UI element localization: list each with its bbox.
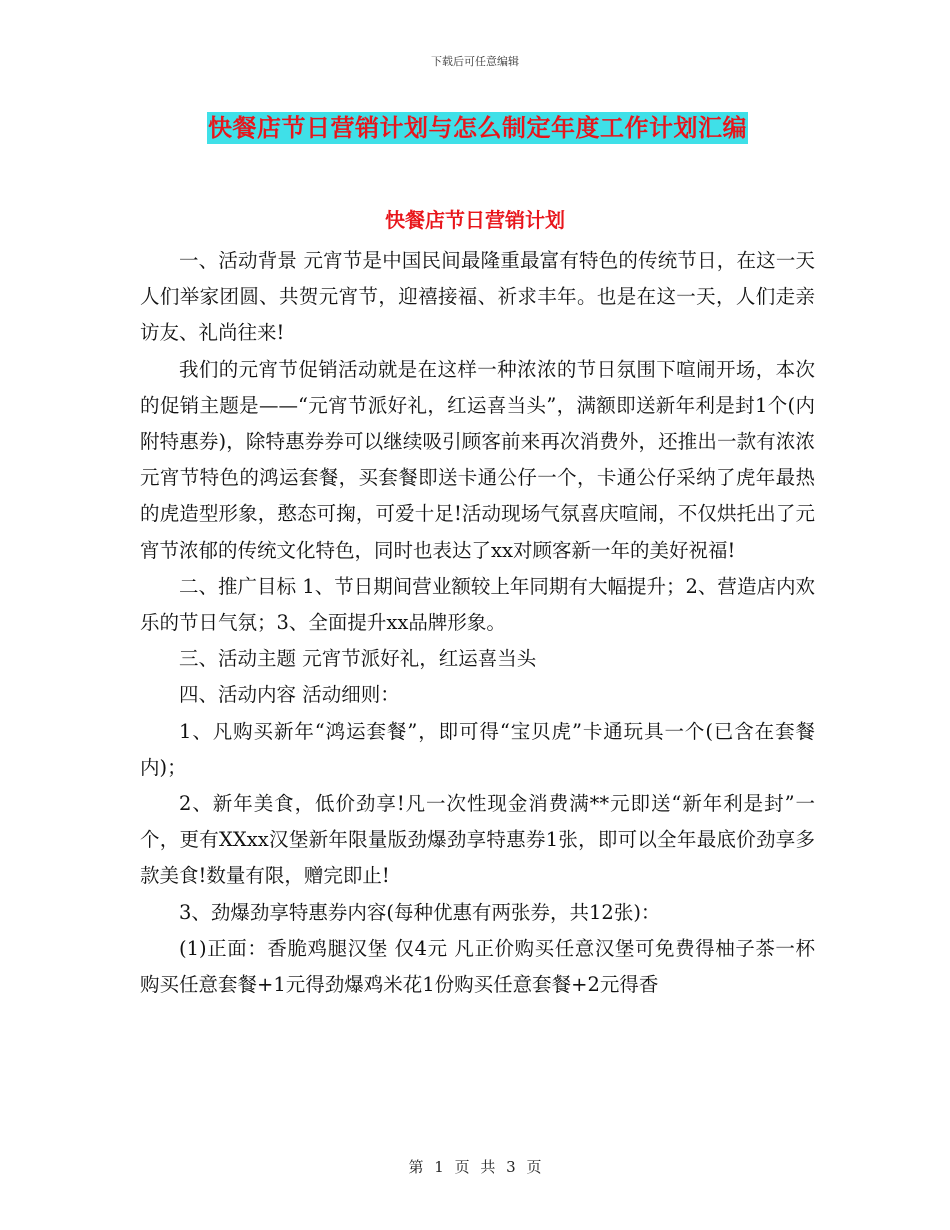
page-number-footer: 第 1 页 共 3 页 (408, 1158, 542, 1176)
paragraph-coupon-front: (1)正面：香脆鸡腿汉堡 仅4元 凡正价购买任意汉堡可免费得柚子茶一杯 购买任意套餐+1元得劲爆鸡米花1份购买任意套餐+2元得香 (140, 936, 815, 997)
paragraph-rule-2: 2、新年美食，低价劲享!凡一次性现金消费满**元即送“新年利是封”一个，更有XXxx汉堡新年限量版劲爆劲享特惠券1张，即可以全年最底价劲享多款美食!数量有限，赠完即止! (140, 792, 815, 888)
section-title: 快餐店节日营销计划 (385, 208, 565, 232)
paragraph-background: 一、活动背景 元宵节是中国民间最隆重最富有特色的传统节日，在这一天人们举家团圆、共贺元宵节，迎禧接福、祈求丰年。也是在这一天，人们走亲访友、礼尚往来! (140, 249, 815, 345)
paragraph-goals: 二、推广目标 1、节日期间营业额较上年同期有大幅提升；2、营造店内欢乐的节日气氛；3、全面提升xx品牌形象。 (140, 574, 815, 635)
page-header-note: 下载后可任意编辑 (431, 55, 519, 68)
document-title: 快餐店节日营销计划与怎么制定年度工作计划汇编 (208, 114, 747, 142)
paragraph-rule-3: 3、劲爆劲享特惠券内容(每种优惠有两张券，共12张)： (179, 900, 661, 924)
body-text (140, 243, 815, 1003)
paragraph-rule-1: 1、凡购买新年“鸿运套餐”，即可得“宝贝虎”卡通玩具一个(已含在套餐内)； (140, 719, 815, 779)
paragraph-promotion-intro: 我们的元宵节促销活动就是在这样一种浓浓的节日氛围下喧闹开场，本次的促销主题是——“元宵节派好礼，红运喜当头”，满额即送新年利是封1个(内附特惠券)，除特惠券券可以继续吸引顾客前来再次消费外，还推出一款有浓浓元宵节特色的鸿运套餐，买套餐即送卡通公仔一个，卡通公仔采纳了虎年最热的虎造型形象，憨态可掬，可爱十足!活动现场气氛喜庆喧闹，不仅烘托出了元宵节浓郁的传统文化特色，同时也表达了xx对顾客新一年的美好祝福! (140, 357, 815, 562)
paragraph-theme: 三、活动主题 元宵节派好礼，红运喜当头 (179, 647, 537, 671)
paragraph-content-heading: 四、活动内容 活动细则： (179, 683, 400, 707)
